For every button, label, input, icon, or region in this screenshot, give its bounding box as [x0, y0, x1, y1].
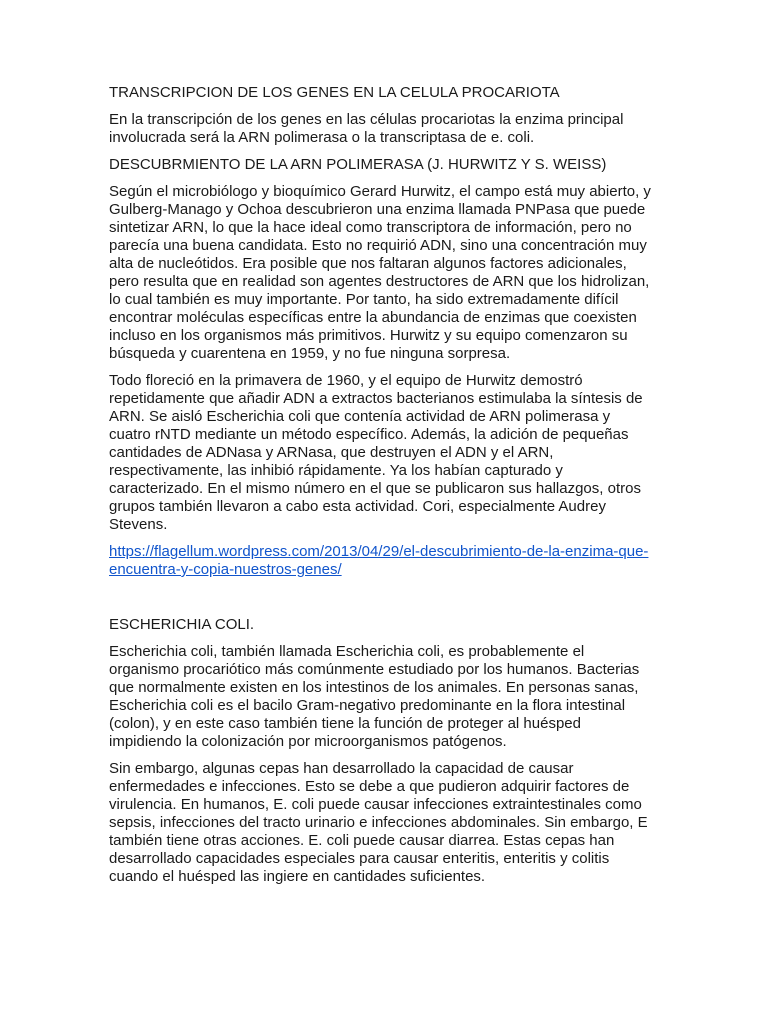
document-page [109, 84, 654, 895]
spacer [109, 588, 654, 616]
heading-escherichia-coli: ESCHERICHIA COLI. [109, 616, 255, 633]
paragraph-hurwitz: Según el microbiólogo y bioquímico Gerard Hurwitz, el campo está muy abierto, y Gulberg-Manago y Ochoa descubrieron una enzima llamada PNPasa que puede sintetizar ARN, lo que la hace ideal como transcriptora de información, pero no parecía una buena candidata. Esto no requirió ADN, sino una concentración muy alta de nucleótidos. Era posible que nos faltaran algunos factores adicionales, pero resulta que en realidad son agentes destructores de ARN que los hidrolizan, lo cual también es muy importante. Por tanto, ha sido extremadamente difícil encontrar moléculas específicas entre la abundancia de enzimas que coexisten incluso en los organismos más primitivos. Hurwitz y su equipo comenzaron su búsqueda y cuarentena en 1959, y no fue ninguna sorpresa. [109, 183, 651, 362]
heading-descubrimiento: DESCUBRMIENTO DE LA ARN POLIMERASA (J. HURWITZ Y S. WEISS) [109, 156, 607, 173]
paragraph-1960: Todo floreció en la primavera de 1960, y el equipo de Hurwitz demostró repetidamente que añadir ADN a extractos bacterianos estimulaba la síntesis de ARN. Se aisló Escherichia coli que contenía actividad de ARN polimerasa y cuatro rNTD mediante un método específico. Además, la adición de pequeñas cantidades de ADNasa y ARNasa, que destruyen el ADN y el ARN, respectivamente, las inhibió rápidamente. Ya los habían capturado y caracterizado. En el mismo número en el que se publicaron sus hallazgos, otros grupos también llevaron a cabo esta actividad. Cori, especialmente Audrey Stevens. [109, 372, 643, 533]
paragraph-ecoli-description: Escherichia coli, también llamada Escherichia coli, es probablemente el organismo procariótico más comúnmente estudiado por los humanos. Bacterias que normalmente existen en los intestinos de los animales. En personas sanas, Escherichia coli es el bacilo Gram-negativo predominante en la flora intestinal (colon), y en este caso también tiene la función de proteger al huésped impidiendo la colonización por microorganismos patógenos. [109, 643, 640, 750]
heading-transcripcion: TRANSCRIPCION DE LOS GENES EN LA CELULA PROCARIOTA [109, 84, 560, 101]
source-link[interactable]: https://flagellum.wordpress.com/2013/04/29/el-descubrimiento-de-la-enzima-que-encuentra-y-copia-nuestros-genes/ [109, 543, 649, 578]
paragraph-ecoli-pathogenic: Sin embargo, algunas cepas han desarrollado la capacidad de causar enfermedades e infecciones. Esto se debe a que pudieron adquirir factores de virulencia. En humanos, E. coli puede causar infecciones extraintestinales como sepsis, infecciones del tracto urinario e infecciones abdominales. Sin embargo, E también tiene otras acciones. E. coli puede causar diarrea. Estas cepas han desarrollado capacidades especiales para causar enteritis, enteritis y colitis cuando el huésped las ingiere en cantidades suficientes. [109, 760, 648, 885]
paragraph-intro: En la transcripción de los genes en las células procariotas la enzima principal involucrada será la ARN polimerasa o la transcriptasa de e. coli. [109, 111, 624, 146]
